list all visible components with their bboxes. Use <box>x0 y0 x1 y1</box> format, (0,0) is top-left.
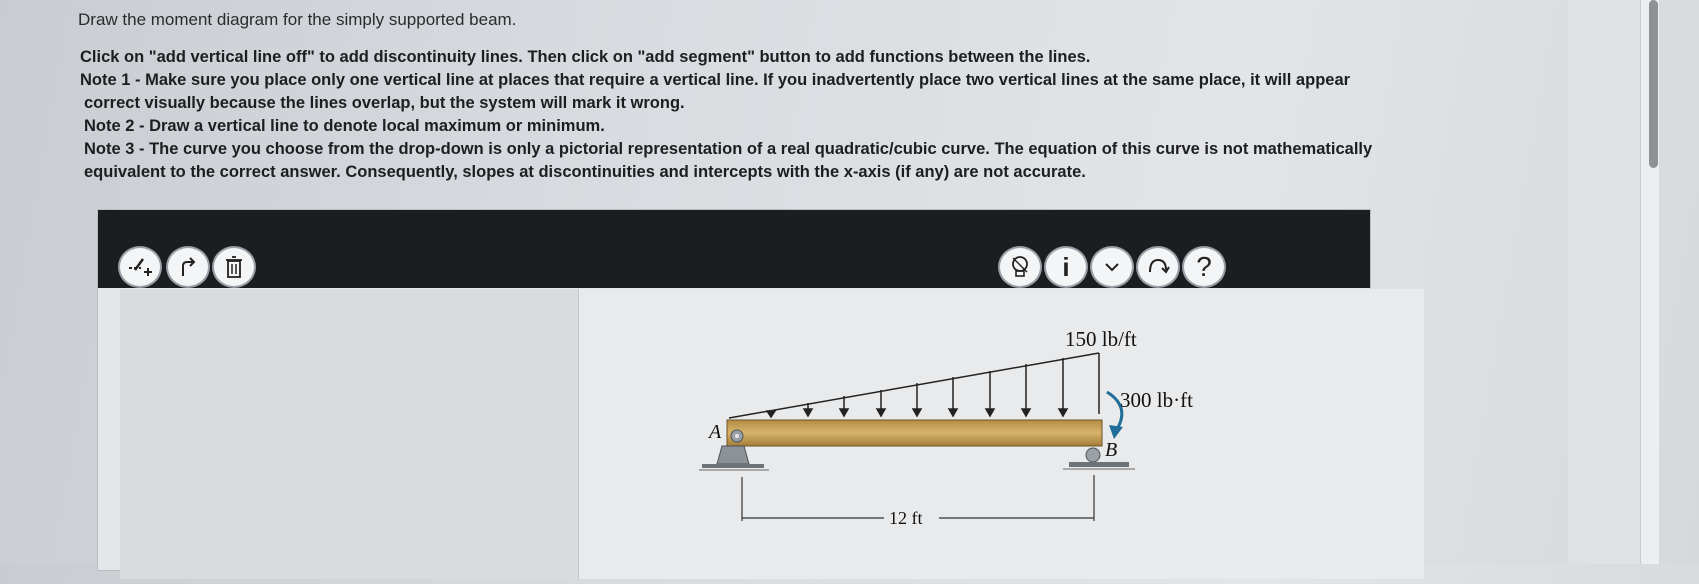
graphing-widget <box>97 209 1371 571</box>
chevron-down-icon <box>1104 261 1120 273</box>
dropdown-button[interactable] <box>1090 246 1134 288</box>
instruction-line: correct visually because the lines overlap, but the system will mark it wrong. <box>84 94 685 112</box>
load-label: 150 lb/ft <box>1065 327 1137 351</box>
span-label: 12 ft <box>889 508 923 528</box>
instruction-line: equivalent to the correct answer. Consequently, slopes at discontinuities and intercepts with the x-axis (if any) are not accurate. <box>84 163 1086 181</box>
support-a-label: A <box>709 421 722 443</box>
instruction-line: Note 1 - Make sure you place only one vertical line at places that require a vertical line. If you inadvertently place two vertical lines at the same place, it will appear <box>80 71 1351 89</box>
instruction-line: Note 3 - The curve you choose from the drop-down is only a pictorial representation of a real quadratic/cubic curve. The equation of this curve is not mathematically <box>84 140 1373 158</box>
instruction-line: Note 2 - Draw a vertical line to denote local maximum or minimum. <box>84 117 605 135</box>
add-segment-button[interactable] <box>166 246 210 288</box>
add-vertical-line-button[interactable] <box>118 246 162 288</box>
instruction-line: Click on "add vertical line off" to add discontinuity lines. Then click on "add segment" button to add functions between the lines. <box>80 48 1091 66</box>
drawing-canvas[interactable] <box>120 289 578 579</box>
help-button[interactable] <box>1182 246 1226 288</box>
beam-figure <box>578 289 1424 579</box>
instructions <box>80 46 1640 184</box>
reset-button[interactable] <box>1136 246 1180 288</box>
hint-button[interactable] <box>998 246 1042 288</box>
support-b-label: B <box>1105 439 1118 461</box>
beam <box>727 420 1102 446</box>
beam-diagram <box>579 289 1424 579</box>
reset-icon <box>1146 256 1170 278</box>
info-button[interactable] <box>1044 246 1088 288</box>
moment-arrowhead <box>1109 425 1123 439</box>
trash-icon <box>224 256 244 278</box>
add-segment-icon <box>177 256 199 278</box>
info-icon: i <box>1062 251 1070 282</box>
roller-support-b <box>1063 448 1135 469</box>
help-icon: ? <box>1196 251 1212 282</box>
delete-button[interactable] <box>212 246 256 288</box>
moment-label: 300 lb·ft <box>1120 388 1193 412</box>
hint-bulb-icon <box>1009 255 1031 279</box>
scrollbar-thumb[interactable] <box>1649 0 1658 168</box>
widget-toolbar <box>98 210 1370 288</box>
question-prompt: Draw the moment diagram for the simply supported beam. <box>78 10 517 29</box>
add-vertical-line-icon <box>127 256 153 278</box>
